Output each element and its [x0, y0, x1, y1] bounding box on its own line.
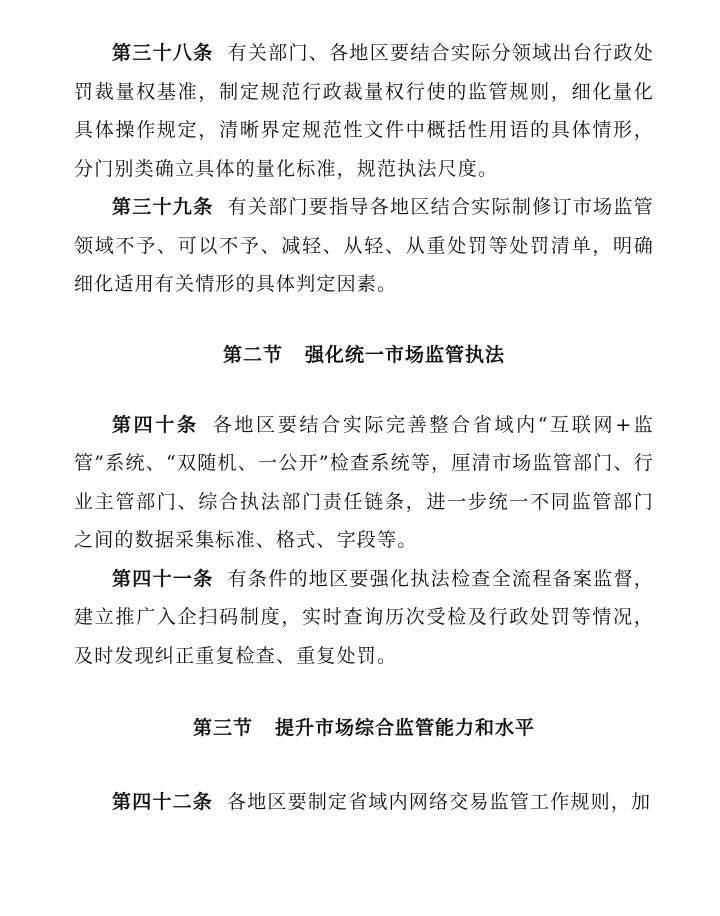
section-3-number: 第三节 [192, 717, 253, 739]
article-40-text: 各地区要结合实际完善整合省域内“互联网+监管”系统、“双随机、一公开”检查系统等，厘清市场监管部门、行业主管部门、综合执法部门责任链条，进一步统一不同监管部门之间的数据采集标准、格式、字段等。 [74, 413, 654, 551]
article-41 [74, 560, 654, 676]
article-38 [74, 34, 654, 188]
section-2-number: 第二节 [222, 343, 283, 366]
section-2-title: 强化统一市场监管执法 [305, 343, 506, 366]
article-41-text: 有条件的地区要强化执法检查全流程备案监督，建立推广入企扫码制度，实时查询历次受检及行政处罚等情况，及时发现纠正重复检查、重复处罚。 [74, 567, 654, 667]
article-39-label: 第三十九条 [112, 196, 214, 218]
section-3-heading [74, 709, 654, 747]
section-3-title: 提升市场综合监管能力和水平 [275, 717, 536, 739]
article-39 [74, 188, 654, 304]
article-38-text: 有关部门、各地区要结合实际分领域出台行政处罚裁量权基准，制定规范行政裁量权行使的监管规则，细化量化具体操作规定，清晰界定规范性文件中概括性用语的具体情形，分门别类确立具体的量化标准，规范执法尺度。 [74, 42, 654, 180]
article-40-label: 第四十条 [112, 413, 199, 436]
article-40 [74, 406, 654, 560]
article-42-text: 各地区要制定省域内网络交易监管工作规则，加 [227, 791, 652, 813]
article-39-text: 有关部门要指导各地区结合实际制修订市场监管领域不予、可以不予、减轻、从轻、从重处罚等处罚清单，明确细化适用有关情形的具体判定因素。 [74, 196, 654, 295]
article-42-label: 第四十二条 [112, 791, 214, 813]
section-2-heading [74, 336, 654, 374]
article-42 [74, 783, 654, 822]
article-41-label: 第四十一条 [112, 567, 214, 590]
article-38-label: 第三十八条 [112, 42, 214, 64]
document-page [74, 34, 654, 822]
